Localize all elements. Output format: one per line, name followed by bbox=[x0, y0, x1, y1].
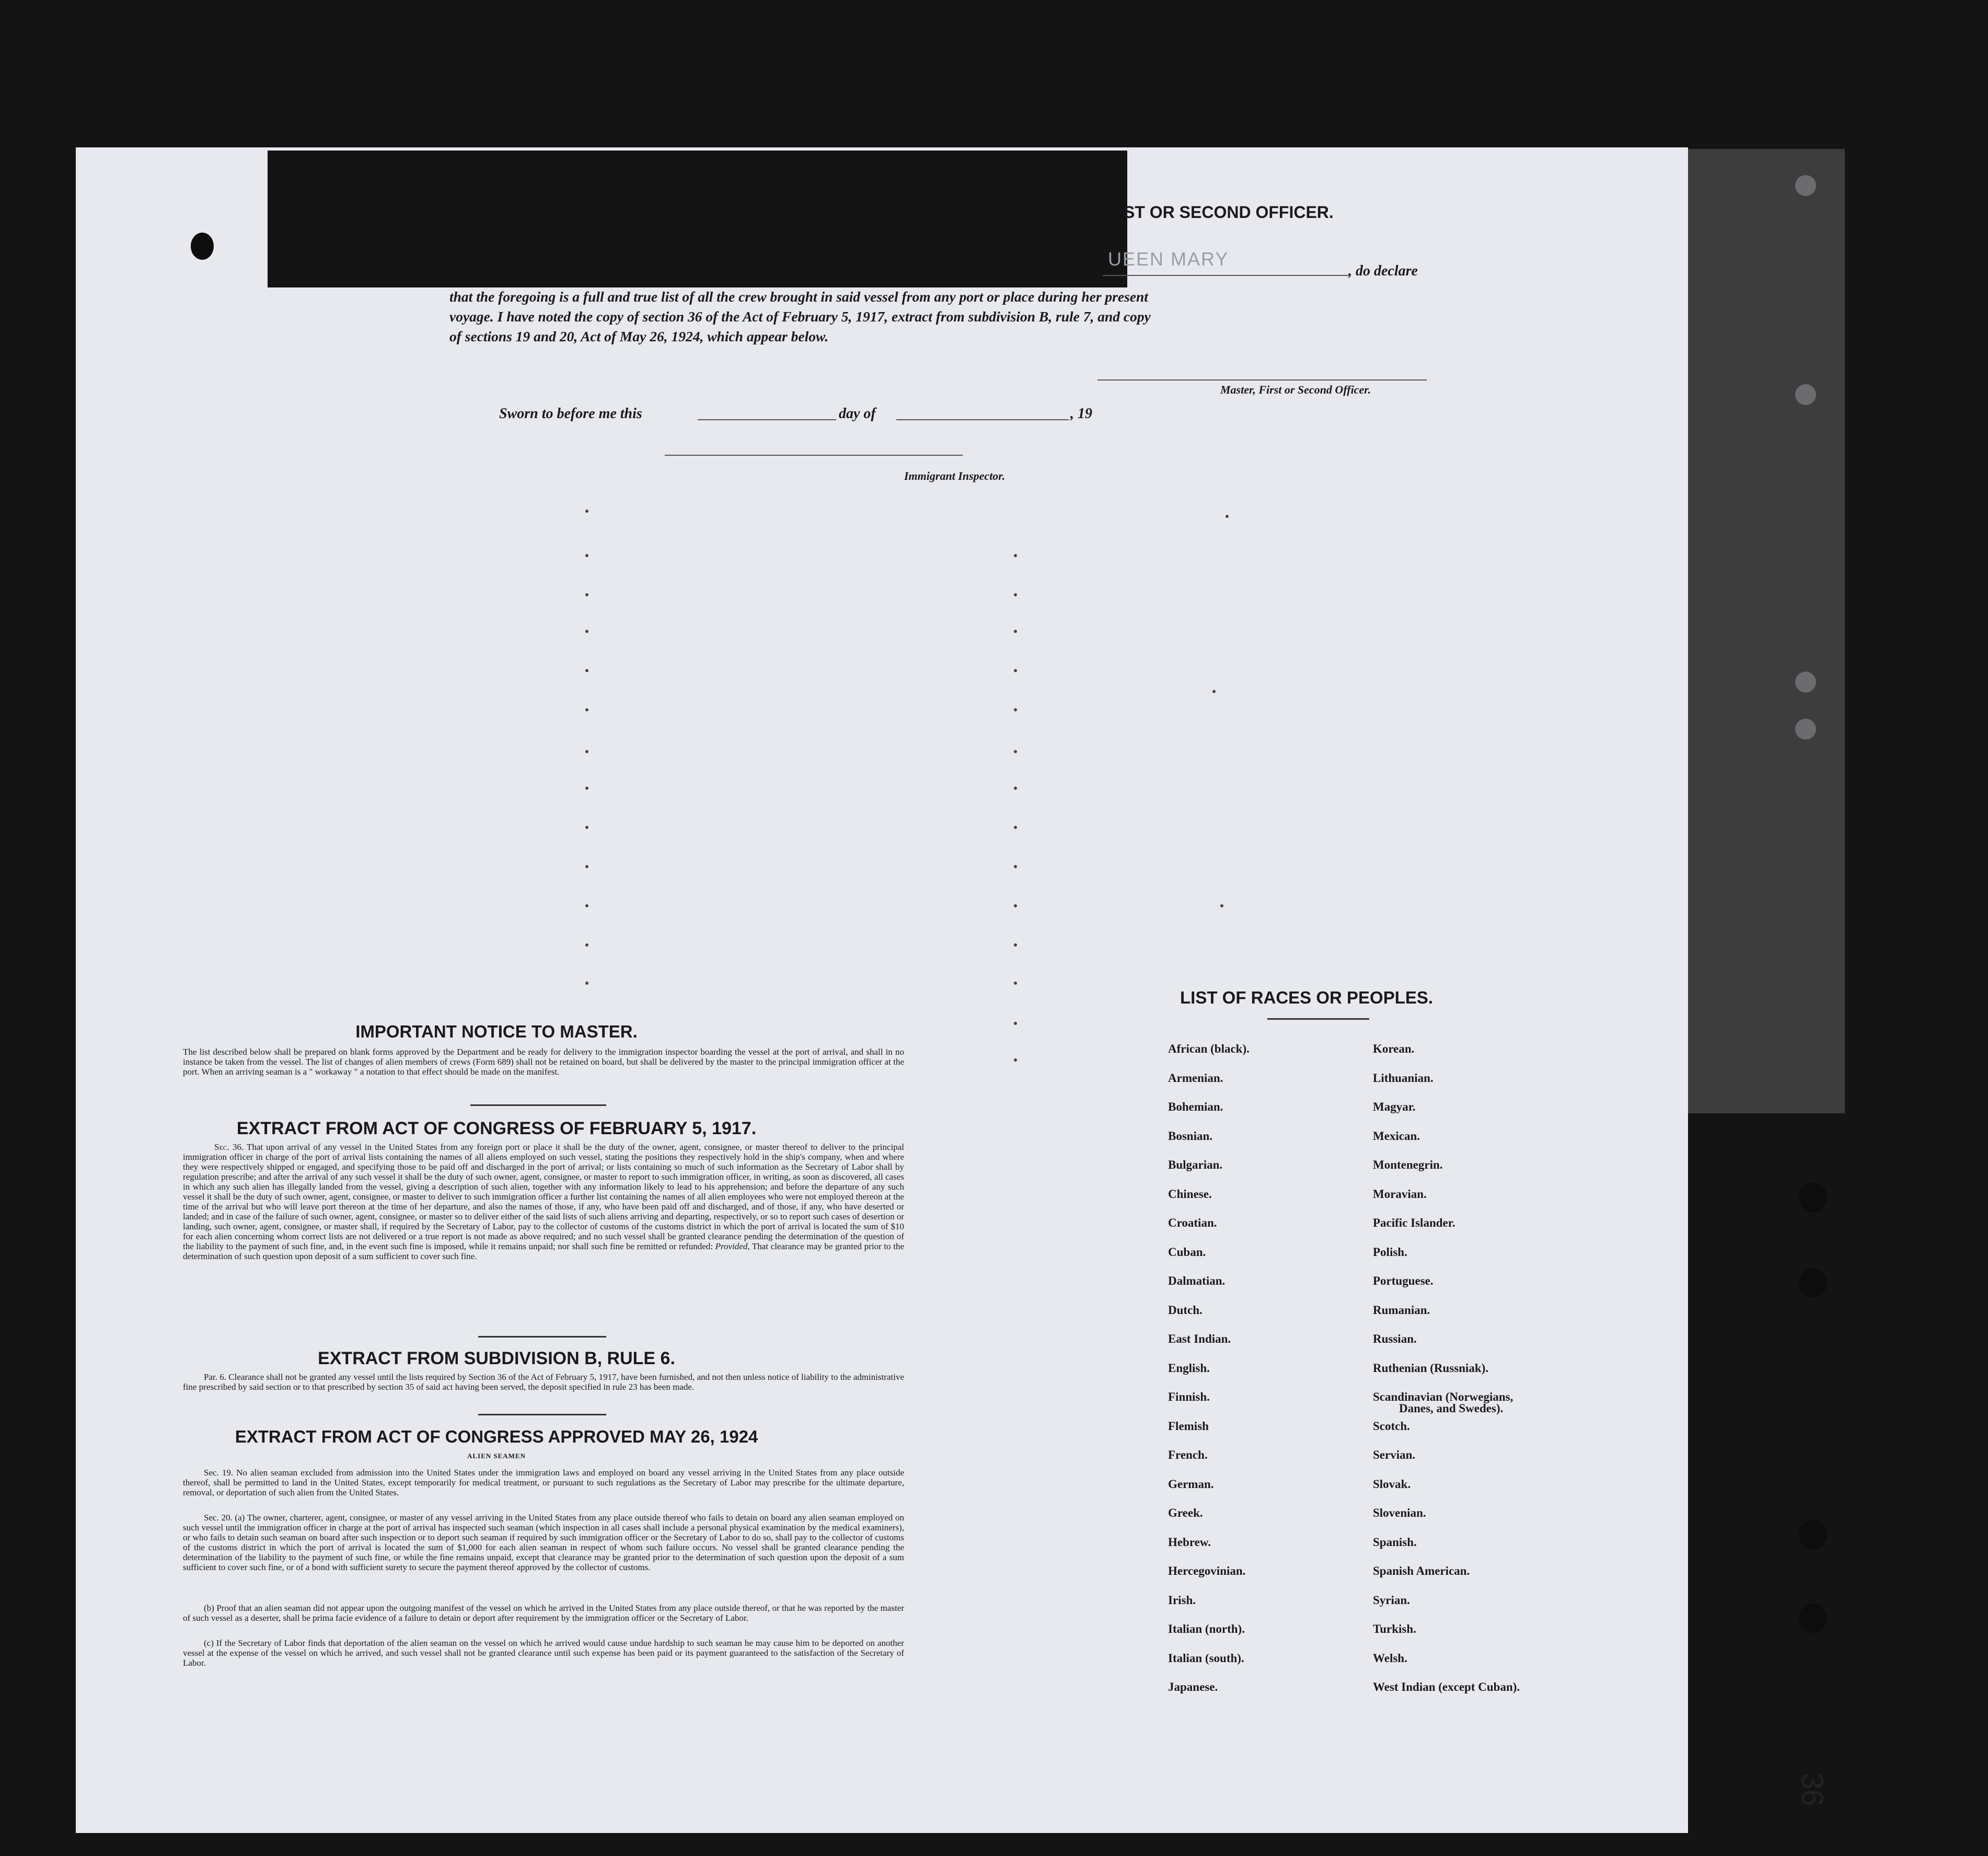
sec-36-body: That upon arrival of any vessel in the United States from any foreign port or place it shall be the duty of the owner, agent, consignee, or master thereof to deliver to the principal immigration officer in charge of the port of arrival lists containing the names of all aliens employed on such vessel, stating the positions they respectively hold in the ship's company, when and where they were respectively shipped or engaged, and specifying those to be paid off and discharged in the port of arrival; or lists containing so much of such information as the Secretary of Labor shall by regulation prescribe; and after the arrival of any such vessel it shall be the duty of such owner, agent, consignee, or master to report to such immigration officer, in writing, as soon as discovered, all cases in which any such alien has illegally landed from the vessel, giving a description of such alien, together with any information likely to lead to his apprehension; and before the departure of any such vessel it shall be the duty of such owner, agent, consignee, or master to deliver to such immigration officer a further list containing the names of all alien employees who were not employed thereon at the time of the arrival but who will leave port thereon at the time of her departure, and also the names of those, if any, who have been paid off and discharged, and of those, if any, who have deserted or landed; and in case of the failure of such owner, agent, consignee, or master so to deliver either of the said lists of such aliens arriving and departing, respectively, or so to report such cases of desertion or landing, such owner, agent, consignee, or master shall, if required by the Secretary of Labor, pay to the collector of customs of the customs district in which the port of arrival is located the sum of $10 for each alien concerning whom correct lists are not delivered or a true report is not made as above required; and no such vessel shall be granted clearance pending the determination of the question of the liability to the payment of such fine, and, in the event such fine is imposed, while it remains unpaid; nor shall such fine be remitted or refunded: bbox=[183, 1142, 904, 1251]
column-dot bbox=[1014, 982, 1017, 985]
extract-rule6-title: EXTRACT FROM SUBDIVISION B, RULE 6. bbox=[318, 1348, 675, 1368]
section-rule bbox=[470, 1104, 606, 1106]
sworn-month-line bbox=[896, 419, 1069, 420]
column-dot bbox=[1014, 787, 1017, 790]
declarant-name-line bbox=[1103, 275, 1348, 276]
race-item: Welsh. bbox=[1373, 1651, 1407, 1665]
race-item: Turkish. bbox=[1373, 1622, 1416, 1635]
race-item: Slovak. bbox=[1373, 1477, 1411, 1491]
race-item: Rumanian. bbox=[1373, 1303, 1430, 1317]
column-dot bbox=[585, 593, 588, 596]
race-item: Spanish American. bbox=[1373, 1564, 1470, 1577]
race-item: Japanese. bbox=[1168, 1680, 1218, 1693]
races-column-1 bbox=[1168, 1042, 1250, 1710]
column-dot bbox=[585, 708, 588, 711]
notice-title: IMPORTANT NOTICE TO MASTER. bbox=[355, 1022, 638, 1041]
alien-seamen-subtitle: ALIEN SEAMEN bbox=[467, 1452, 526, 1460]
column-dot bbox=[1014, 1058, 1017, 1062]
section-rule bbox=[478, 1414, 606, 1415]
sworn-date-line bbox=[698, 419, 836, 420]
race-item: Armenian. bbox=[1168, 1071, 1223, 1085]
inspector-signature-line bbox=[665, 455, 963, 456]
race-item: Magyar. bbox=[1373, 1100, 1416, 1113]
column-dot bbox=[585, 554, 588, 557]
race-item: Ruthenian (Russniak). bbox=[1373, 1361, 1489, 1375]
race-item: Italian (south). bbox=[1168, 1651, 1244, 1665]
sec-20a-text: Sec. 20. (a) The owner, charterer, agent, consignee, or master of any vessel arriving in the United States from any place outside thereof who fails to detain on board any alien seaman employed on such vessel until the immigration officer in charge at the port of arrival has inspected such seaman (which inspection in all cases shall include a personal physical examination by the medical examiners), or who fails to detain such seaman on board after such inspection or to deport such seaman if required by such immigration officer or the Secretary of Labor to do so, shall pay to the collector of customs of the customs district in which the port of arrival is located the sum of $1,000 for each alien seaman in respect of whom such failure occurs. No vessel shall be granted clearance pending the determination of the liability to the payment of such fine, or while the fine remains unpaid, except that clearance may be granted prior to the determination of such question upon the deposit of a sum sufficient to cover such fine, or of a bond with sufficient surety to secure the payment thereof approved by the collector of customs. bbox=[183, 1513, 904, 1572]
race-item: Slovenian. bbox=[1373, 1506, 1426, 1519]
column-dot bbox=[1014, 593, 1017, 596]
column-dot bbox=[1014, 554, 1017, 557]
column-dot bbox=[585, 826, 588, 829]
race-item: Bosnian. bbox=[1168, 1129, 1213, 1143]
binder-tab bbox=[1688, 149, 1845, 1113]
race-item: Chinese. bbox=[1168, 1187, 1212, 1201]
column-dot bbox=[1014, 708, 1017, 711]
punch-hole bbox=[1799, 1604, 1827, 1633]
extract-1917-title: EXTRACT FROM ACT OF CONGRESS OF FEBRUARY 5, 1917. bbox=[236, 1119, 757, 1138]
race-item: West Indian (except Cuban). bbox=[1373, 1680, 1520, 1693]
race-item-line-1: Scandinavian (Norwegians, bbox=[1373, 1390, 1513, 1403]
column-dot bbox=[1226, 515, 1229, 518]
vessel-name-stamp: UEEN MARY bbox=[1108, 248, 1229, 270]
race-item: African (black). bbox=[1168, 1042, 1250, 1055]
column-dot bbox=[585, 630, 588, 633]
race-item: German. bbox=[1168, 1477, 1214, 1491]
race-item: Bohemian. bbox=[1168, 1100, 1223, 1113]
column-dot bbox=[585, 865, 588, 868]
punch-hole bbox=[1795, 175, 1816, 196]
sworn-prefix: Sworn to before me this bbox=[499, 406, 642, 422]
punch-hole bbox=[1795, 719, 1816, 740]
column-dot bbox=[585, 904, 588, 907]
punch-hole bbox=[1799, 1268, 1827, 1297]
sworn-year-label: , 19 bbox=[1070, 406, 1092, 422]
declaration-line: of sections 19 and 20, Act of May 26, 1924, which appear below. bbox=[449, 328, 829, 344]
race-item: Dalmatian. bbox=[1168, 1274, 1226, 1287]
sec-20b-text: (b) Proof that an alien seaman did not appear upon the outgoing manifest of the vessel on which he arrived in the United States from any place outside thereof, or that he was reported by the master of such vessel as a deserter, shall be prima facie evidence of a failure to detain or deport after requirement by the immigration officer or the Secretary of Labor. bbox=[183, 1603, 904, 1623]
race-item: Mexican. bbox=[1373, 1129, 1420, 1143]
race-item: English. bbox=[1168, 1361, 1210, 1375]
column-dot bbox=[1014, 904, 1017, 907]
race-item: Spanish. bbox=[1373, 1535, 1417, 1549]
column-dot bbox=[1014, 1022, 1017, 1025]
race-item: Italian (north). bbox=[1168, 1622, 1245, 1635]
declaration-line: that the foregoing is a full and true list of all the crew brought in said vessel from any port or place during her present bbox=[449, 289, 1148, 305]
section-rule bbox=[478, 1336, 606, 1338]
race-item: East Indian. bbox=[1168, 1332, 1231, 1345]
column-dot bbox=[1212, 690, 1216, 693]
race-item: Russian. bbox=[1373, 1332, 1417, 1345]
column-dot bbox=[585, 982, 588, 985]
proviso-text: That clearance may be granted prior to the determination of such question upon deposit of a sum sufficient to cover such fine. bbox=[183, 1241, 904, 1261]
race-item: Servian. bbox=[1373, 1448, 1416, 1461]
column-dot bbox=[1014, 826, 1017, 829]
race-item: Montenegrin. bbox=[1373, 1158, 1443, 1171]
race-item: Pacific Islander. bbox=[1373, 1216, 1455, 1229]
punch-hole bbox=[1799, 1519, 1827, 1550]
race-item: Flemish bbox=[1168, 1419, 1209, 1433]
punch-hole bbox=[191, 233, 214, 260]
race-item: Lithuanian. bbox=[1373, 1071, 1434, 1085]
column-dot bbox=[1014, 630, 1017, 633]
inspector-caption: Immigrant Inspector. bbox=[904, 469, 1005, 482]
column-dot bbox=[585, 510, 588, 513]
race-item: Greek. bbox=[1168, 1506, 1203, 1519]
race-item: Irish. bbox=[1168, 1593, 1196, 1607]
header-title-fragment: ST OR SECOND OFFICER. bbox=[1124, 203, 1334, 222]
races-column-2 bbox=[1373, 1042, 1520, 1710]
notice-text: The list described below shall be prepared on blank forms approved by the Department and be ready for delivery to the immigration inspector boarding the vessel at the port of arrival, and shall in no instance be taken from the vessel. The list of changes of alien members of crews (Form 689) shall not be retained on board, but shall be delivered by the master to the principal immigration officer at the port. When an arriving seaman is a " workaway " a notation to that effect should be made on the manifest. bbox=[183, 1047, 904, 1077]
sworn-day-label: day of bbox=[839, 406, 876, 422]
extract-rule6-text: Par. 6. Clearance shall not be granted any vessel until the lists required by Section 36 of the Act of February 5, 1917, have been furnished, and not then unless notice of liability to the administrative fine prescribed by said section or to that prescribed by section 35 of said act having been served, the deposit specified in rule 23 has been made. bbox=[183, 1372, 904, 1392]
extract-1924-title: EXTRACT FROM ACT OF CONGRESS APPROVED MAY 26, 1924 bbox=[235, 1427, 758, 1446]
race-item: Syrian. bbox=[1373, 1593, 1410, 1607]
handwritten-page-number: 36 bbox=[1795, 1772, 1829, 1806]
race-item: Finnish. bbox=[1168, 1390, 1210, 1403]
races-title: LIST OF RACES OR PEOPLES. bbox=[1180, 988, 1434, 1007]
race-item: Hebrew. bbox=[1168, 1535, 1211, 1549]
declaration-line: voyage. I have noted the copy of section 36 of the Act of February 5, 1917, extract from subdivision B, rule 7, and copy bbox=[449, 308, 1151, 325]
redaction-block bbox=[268, 151, 1127, 287]
race-item: Hercegovinian. bbox=[1168, 1564, 1246, 1577]
column-dot bbox=[1220, 904, 1223, 907]
sec-19-text: Sec. 19. No alien seaman excluded from admission into the United States under the immigration laws and employed on board any vessel arriving in the United States from any place outside thereof, shall be permitted to land in the United States, except temporarily for medical treatment, or pursuant to such regulations as the Secretary of Labor may prescribe for the ultimate departure, removal, or deportation of such alien from the United States. bbox=[183, 1468, 904, 1497]
column-dot bbox=[585, 943, 588, 947]
race-item: Korean. bbox=[1373, 1042, 1415, 1055]
signature-line bbox=[1097, 379, 1427, 381]
declaration-tail: , do declare bbox=[1348, 263, 1418, 279]
column-dot bbox=[1014, 865, 1017, 868]
sec-36-label: Sec. 36. bbox=[214, 1142, 244, 1152]
race-item: Polish. bbox=[1373, 1245, 1407, 1259]
proviso-label: Provided, bbox=[715, 1241, 750, 1251]
race-item: Bulgarian. bbox=[1168, 1158, 1223, 1171]
column-dot bbox=[1014, 750, 1017, 753]
race-item: Portuguese. bbox=[1373, 1274, 1434, 1287]
punch-hole bbox=[1795, 672, 1816, 693]
race-item: Dutch. bbox=[1168, 1303, 1203, 1317]
column-dot bbox=[585, 669, 588, 672]
race-item: Croatian. bbox=[1168, 1216, 1217, 1229]
race-item: Cuban. bbox=[1168, 1245, 1206, 1259]
race-item: French. bbox=[1168, 1448, 1208, 1461]
extract-1917-text bbox=[183, 1142, 904, 1261]
punch-hole bbox=[1795, 384, 1816, 405]
race-item: Scotch. bbox=[1373, 1419, 1410, 1433]
column-dot bbox=[585, 787, 588, 790]
column-dot bbox=[1014, 669, 1017, 672]
races-title-rule bbox=[1267, 1018, 1369, 1020]
sec-20c-text: (c) If the Secretary of Labor finds that deportation of the alien seaman on the vessel on which he arrived would cause undue hardship to such seaman he may cause him to be deported on another vessel at the expense of the vessel on which he arrived, and such vessel shall not be granted clearance until such expense has been paid or its payment guaranteed to the satisfaction of the Secretary of Labor. bbox=[183, 1638, 904, 1668]
column-dot bbox=[585, 750, 588, 753]
race-item-line-2: Danes, and Swedes). bbox=[1399, 1402, 1504, 1415]
race-item bbox=[1373, 1390, 1520, 1420]
race-item: Moravian. bbox=[1373, 1187, 1427, 1201]
punch-hole bbox=[1799, 1182, 1827, 1213]
signature-caption: Master, First or Second Officer. bbox=[1220, 383, 1371, 396]
column-dot bbox=[1014, 943, 1017, 947]
